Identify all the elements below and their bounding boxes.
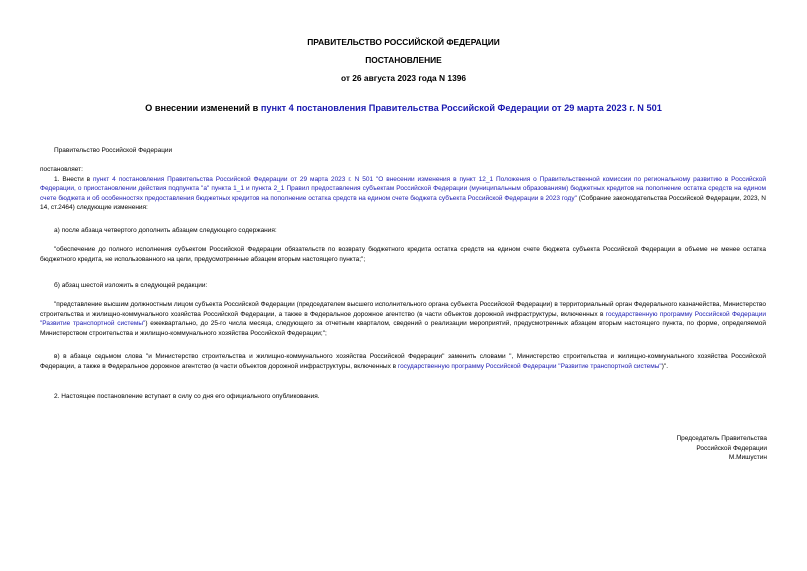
government-line: Правительство Российской Федерации [54, 147, 173, 154]
paragraph-b-quote [40, 300, 766, 338]
paragraph-a-quote: "обеспечение до полного исполнения субъектом Российской Федерации обязательств по возврату бюджетного кредита остатка средств на едином счете бюджета субъекта Российской Федерации в объеме не менее остатка бюджетного кредита, не использованного на цели, предусмотренные абзацем вторым настоящего пункта;"; [40, 246, 766, 263]
signature-block [676, 434, 767, 463]
p1-suffix: (Собрание законодательства Российской Федерации, 2023, N 14, ст.2464) следующие изменения: [40, 194, 766, 212]
paragraph-v [40, 352, 766, 371]
subject-prefix: О внесении изменений в [145, 103, 261, 113]
header-date-number: от 26 августа 2023 года N 1396 [340, 73, 467, 83]
p1-link[interactable]: пункт 4 постановления Правительства Российской Федерации от 29 марта 2023 г. N 501 "О внесении изменения в пункт 12_1 Положения о Правительственной комиссии по региональному развитию в Российской Федерации, о приостановлении действия подпункта "а" пункта 1_1 и пункта 2_1 Правил предоставления субъектам Российской Федерации (муниципальным образованиям) бюджетных кредитов на пополнение остатка средств на едином счете бюджета и об особенностях предоставления бюджетных кредитов на пополнение остатка средств на едином счете бюджета субъекта Российской Федерации в 2023 году" [40, 175, 766, 202]
pv-part2: )". [661, 362, 669, 370]
pb-quote-part2: ) ежеквартально, до 25-го числа месяца, следующего за отчетным кварталом, сведений о реализации мероприятий, предусмотренных абзацем вторым настоящего пункта, по форме, определяемой Министерством строительства и жилищно-коммунального хозяйства Российской Федерации;"; [40, 320, 767, 337]
pb-quote-part1: "представление высшим должностным лицом субъекта Российской Федерации (председателем высшего исполнительного органа субъекта Российской Федерации) в территориальный орган Федерального казначейства, Министерство строительства и жилищно-коммунального хозяйства Российской Федерации, а также в Федеральное дорожное агентство (в части объектов дорожной инфраструктуры, включенных в [40, 301, 766, 318]
pb-quote-link[interactable]: государственную программу Российской Федерации "Развитие транспортной системы" [40, 310, 766, 328]
header-government: ПРАВИТЕЛЬСТВО РОССИЙСКОЙ ФЕДЕРАЦИИ [307, 37, 500, 47]
paragraph-1 [40, 165, 766, 213]
paragraph-1-text [40, 175, 766, 213]
pv-link[interactable]: государственную программу Российской Федерации "Развитие транспортной системы" [397, 362, 662, 370]
signature-org: Российской Федерации [696, 444, 767, 452]
paragraph-a: а) после абзаца четвертого дополнить абзацем следующего содержания: [54, 227, 277, 234]
p1-prefix: 1. Внести в [54, 175, 94, 183]
document-subject [0, 103, 807, 113]
paragraph-2: 2. Настоящее постановление вступает в силу со дня его официального опубликования. [54, 393, 320, 400]
header-doc-type: ПОСТАНОВЛЕНИЕ [365, 55, 442, 65]
resolves-line: постановляет: [40, 166, 83, 173]
signature-name: М.Мишустин [728, 454, 767, 462]
pv-part1: в) в абзаце седьмом слова "и Министерство строительства и жилищно-коммунального хозяйства Российской Федерации" заменить словами ", Министерство строительства и жилищно-коммунального хозяйства Российской Федерации, а также в Федеральное дорожное агентство (в части объектов дорожной инфраструктуры, включенных в [40, 353, 766, 370]
signature-position: Председатель Правительства [676, 435, 767, 442]
paragraph-b: б) абзац шестой изложить в следующей редакции: [54, 282, 208, 289]
subject-link[interactable]: пункт 4 постановления Правительства Российской Федерации от 29 марта 2023 г. N 501 [260, 103, 662, 113]
